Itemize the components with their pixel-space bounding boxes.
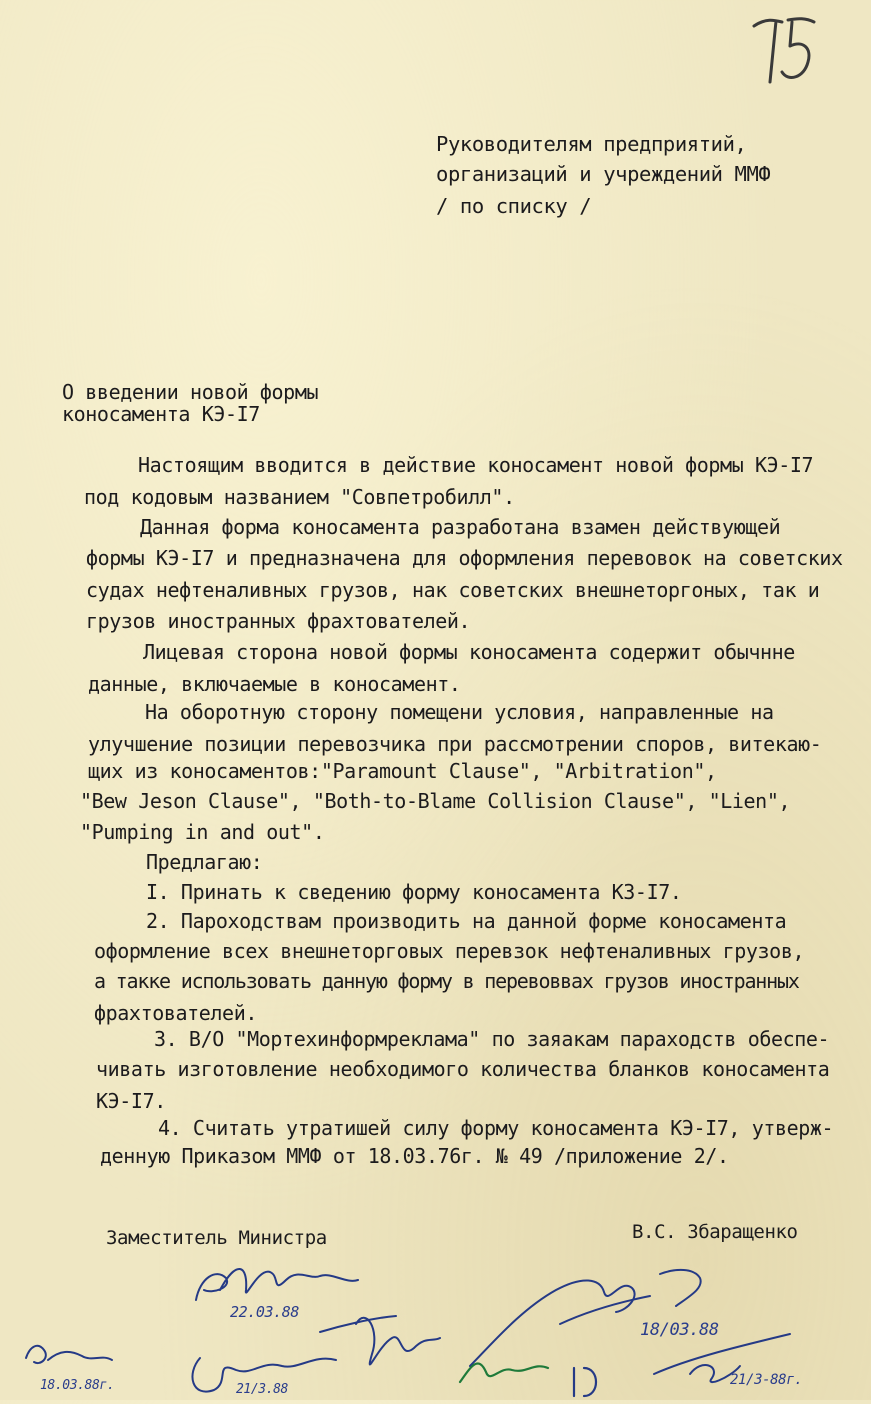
body-line: "Bew Jeson Clause", "Both-to-Blame Collision Clause", "Lien", bbox=[80, 789, 791, 813]
body-line: а такке использовать данную форму в перевоввах грузов иностранных bbox=[94, 969, 799, 993]
body-line: под кодовым названием "Совпетробилл". bbox=[84, 485, 515, 509]
body-line: Настоящим вводится в действие коносамент новой формы КЭ-I7 bbox=[138, 453, 814, 477]
body-line: Лицевая сторона новой формы коносамента содержит обычнне bbox=[143, 640, 795, 664]
handwritten-date: 18.03.88г. bbox=[40, 1378, 115, 1393]
subject-line-1: О введении новой формы bbox=[62, 380, 319, 404]
body-line: КЭ-I7. bbox=[96, 1089, 166, 1113]
subject-line-2: коносамента КЭ-I7 bbox=[62, 402, 260, 426]
handwritten-date: 21/3-88г. bbox=[730, 1372, 803, 1388]
body-line: судах нефтеналивных грузов, нак советских внешнеторгоных, так и bbox=[86, 578, 820, 602]
body-line: оформление всех внешнеторговых перевзок нефтеналивных грузов, bbox=[94, 939, 805, 963]
body-line: улучшение позиции перевозчика при рассмотрении споров, витекаю- bbox=[88, 732, 822, 756]
handwritten-date: 22.03.88 bbox=[230, 1303, 300, 1321]
handwritten-signatures bbox=[0, 1250, 871, 1400]
body-line: фрахтователей. bbox=[94, 1001, 257, 1025]
addressee-line-1: Руководителям предприятий, bbox=[436, 132, 747, 156]
body-line: грузов иностранных фрахтователей. bbox=[86, 609, 471, 633]
signatory-title: Заместитель Министра bbox=[106, 1227, 327, 1249]
body-line: На оборотную сторону помещени условия, направленные на bbox=[145, 700, 774, 724]
body-line: 4. Считать утратишей силу форму коносамента КЭ-I7, утверж- bbox=[158, 1116, 834, 1140]
addressee-line-3: / по списку / bbox=[436, 194, 592, 218]
handwritten-page-number bbox=[748, 12, 818, 87]
body-line: щих из коносаментов:"Paramount Clause", "Arbitration", bbox=[88, 759, 717, 783]
body-line: 2. Пароходствам производить на данной форме коносамента bbox=[146, 909, 787, 933]
signatory-name: В.С. Збаращенко bbox=[632, 1221, 798, 1243]
body-line: "Pumping in and out". bbox=[80, 820, 325, 844]
body-line: Предлагаю: bbox=[146, 850, 263, 874]
addressee-line-2: организаций и учреждений ММФ bbox=[436, 162, 771, 186]
body-line: данные, включаемые в коносамент. bbox=[88, 672, 461, 696]
body-line: денную Приказом ММФ от 18.03.76г. № 49 /приложение 2/. bbox=[100, 1144, 729, 1168]
handwritten-date: 18/03.88 bbox=[640, 1320, 719, 1340]
body-line: формы КЭ-I7 и предназначена для оформления перевовок на советских bbox=[86, 546, 843, 570]
body-line: Данная форма коносамента разработана взамен действующей bbox=[140, 515, 781, 539]
body-line: чивать изготовление необходимого количества бланков коносамента bbox=[96, 1057, 830, 1081]
handwritten-date: 21/3.88 bbox=[236, 1382, 288, 1397]
body-line: I. Принать к сведению форму коносамента КЗ-I7. bbox=[146, 880, 682, 904]
body-line: 3. В/О "Мортехинформреклама" по заяакам параходств обеспе- bbox=[154, 1027, 830, 1051]
